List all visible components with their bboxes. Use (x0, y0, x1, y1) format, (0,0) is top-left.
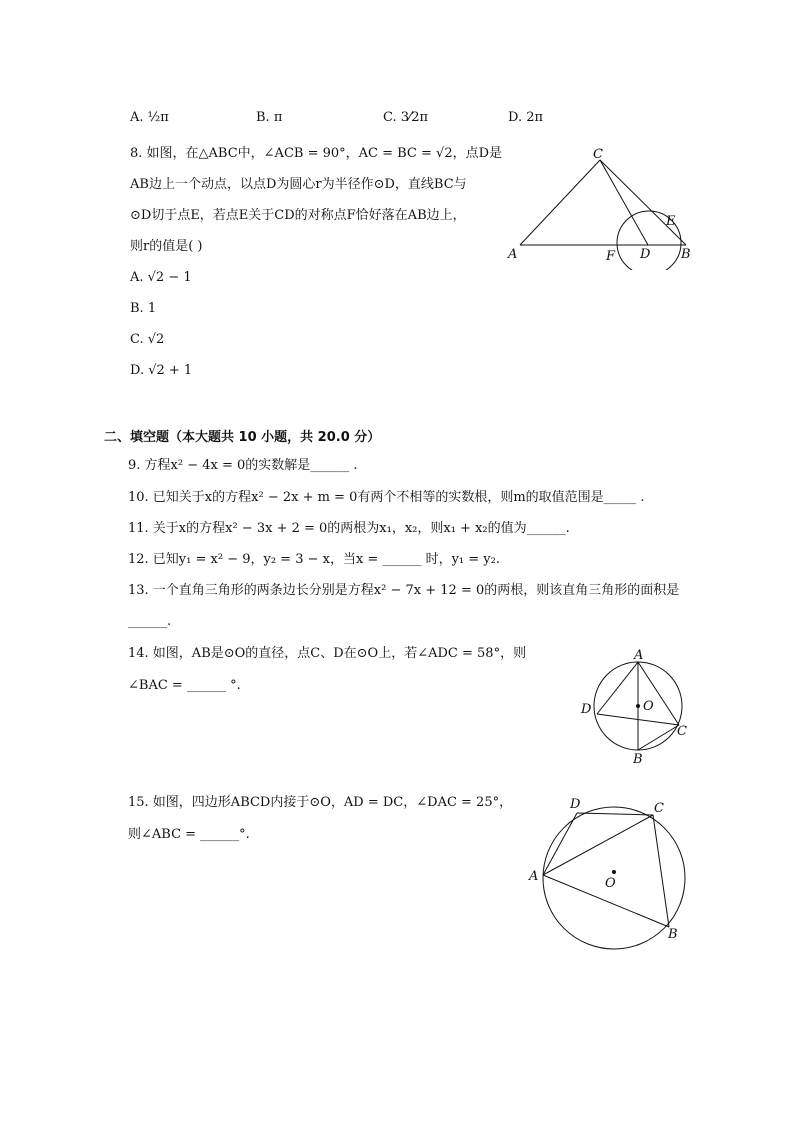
q15-label-a: A (529, 869, 539, 884)
q14-label-o: O (643, 699, 654, 714)
q8-label-d: D (640, 247, 651, 262)
q8-label-c: C (593, 147, 603, 162)
q14-segment-bc (638, 725, 679, 750)
q8-line-3: ⊙D切于点E，若点E关于CD的对称点F恰好落在AB边上， (130, 208, 466, 223)
q8-segment-cb (600, 160, 686, 245)
q14-segment-ad (597, 662, 638, 714)
q8-option-d: D. √2 + 1 (130, 363, 193, 378)
q7-option-c: C. 3⁄2π (383, 110, 429, 125)
q8-figure (500, 140, 700, 270)
q15-line-2: 则∠ABC = ______°. (128, 827, 250, 842)
q15-figure (525, 793, 705, 953)
q14-line-1: 14. 如图，AB是⊙O的直径，点C、D在⊙O上，若∠ADC = 58°，则 (128, 646, 527, 661)
q7-option-d: D. 2π (508, 110, 544, 125)
q9-text: 9. 方程x² − 4x = 0的实数解是______ . (128, 458, 358, 473)
q8-option-b: B. 1 (130, 301, 157, 316)
q8-option-a: A. √2 − 1 (130, 270, 192, 285)
q15-label-d: D (570, 797, 581, 812)
q15-segment-dc (577, 813, 653, 815)
q14-line-2: ∠BAC = ______ °. (128, 678, 241, 693)
q8-option-c: C. √2 (130, 332, 165, 347)
q8-label-e: E (666, 214, 676, 229)
q14-label-b: B (633, 752, 643, 767)
q14-label-c: C (677, 724, 687, 739)
q12-text: 12. 已知y₁ = x² − 9，y₂ = 3 − x，当x = ______ 时，y₁ = y₂. (128, 552, 500, 567)
q7-option-b: B. π (256, 110, 283, 125)
q8-line-2: AB边上一个动点，以点D为圆心r为半径作⊙D，直线BC与 (130, 177, 467, 192)
q15-segment-cb (653, 815, 669, 927)
section-2-title: 二、填空题（本大题共 10 小题，共 20.0 分） (104, 430, 381, 445)
q15-label-b: B (668, 927, 678, 942)
q15-center-dot (612, 870, 616, 874)
q7-option-a: A. ½π (130, 110, 169, 125)
q14-segment-ac (638, 662, 679, 725)
q10-text: 10. 已知关于x的方程x² − 2x + m = 0有两个不相等的实数根，则m的取值范围是_____ . (128, 490, 645, 505)
q8-line-1: 8. 如图，在△ABC中，∠ACB = 90°，AC = BC = √2，点D是 (130, 146, 503, 161)
q15-label-o: O (605, 876, 616, 891)
q15-line-1: 15. 如图，四边形ABCD内接于⊙O，AD = DC，∠DAC = 25°， (128, 795, 513, 810)
q14-label-d: D (581, 702, 592, 717)
q8-segment-ac (520, 160, 600, 245)
q14-label-a: A (634, 648, 644, 663)
q8-label-a: A (508, 247, 518, 262)
q8-line-4: 则r的值是( ) (130, 239, 203, 254)
q15-label-c: C (654, 801, 664, 816)
q14-figure (575, 643, 695, 771)
q11-text: 11. 关于x的方程x² − 3x + 2 = 0的两根为x₁，x₂，则x₁ + x₂的值为______. (128, 521, 570, 536)
q8-segment-cd (600, 160, 648, 245)
q8-label-f: F (606, 249, 616, 264)
q13-blank: ______. (128, 614, 172, 629)
q13-text: 13. 一个直角三角形的两条边长分别是方程x² − 7x + 12 = 0的两根，则该直角三角形的面积是 (128, 583, 680, 598)
q14-center-dot (636, 704, 640, 708)
q8-label-b: B (681, 247, 691, 262)
